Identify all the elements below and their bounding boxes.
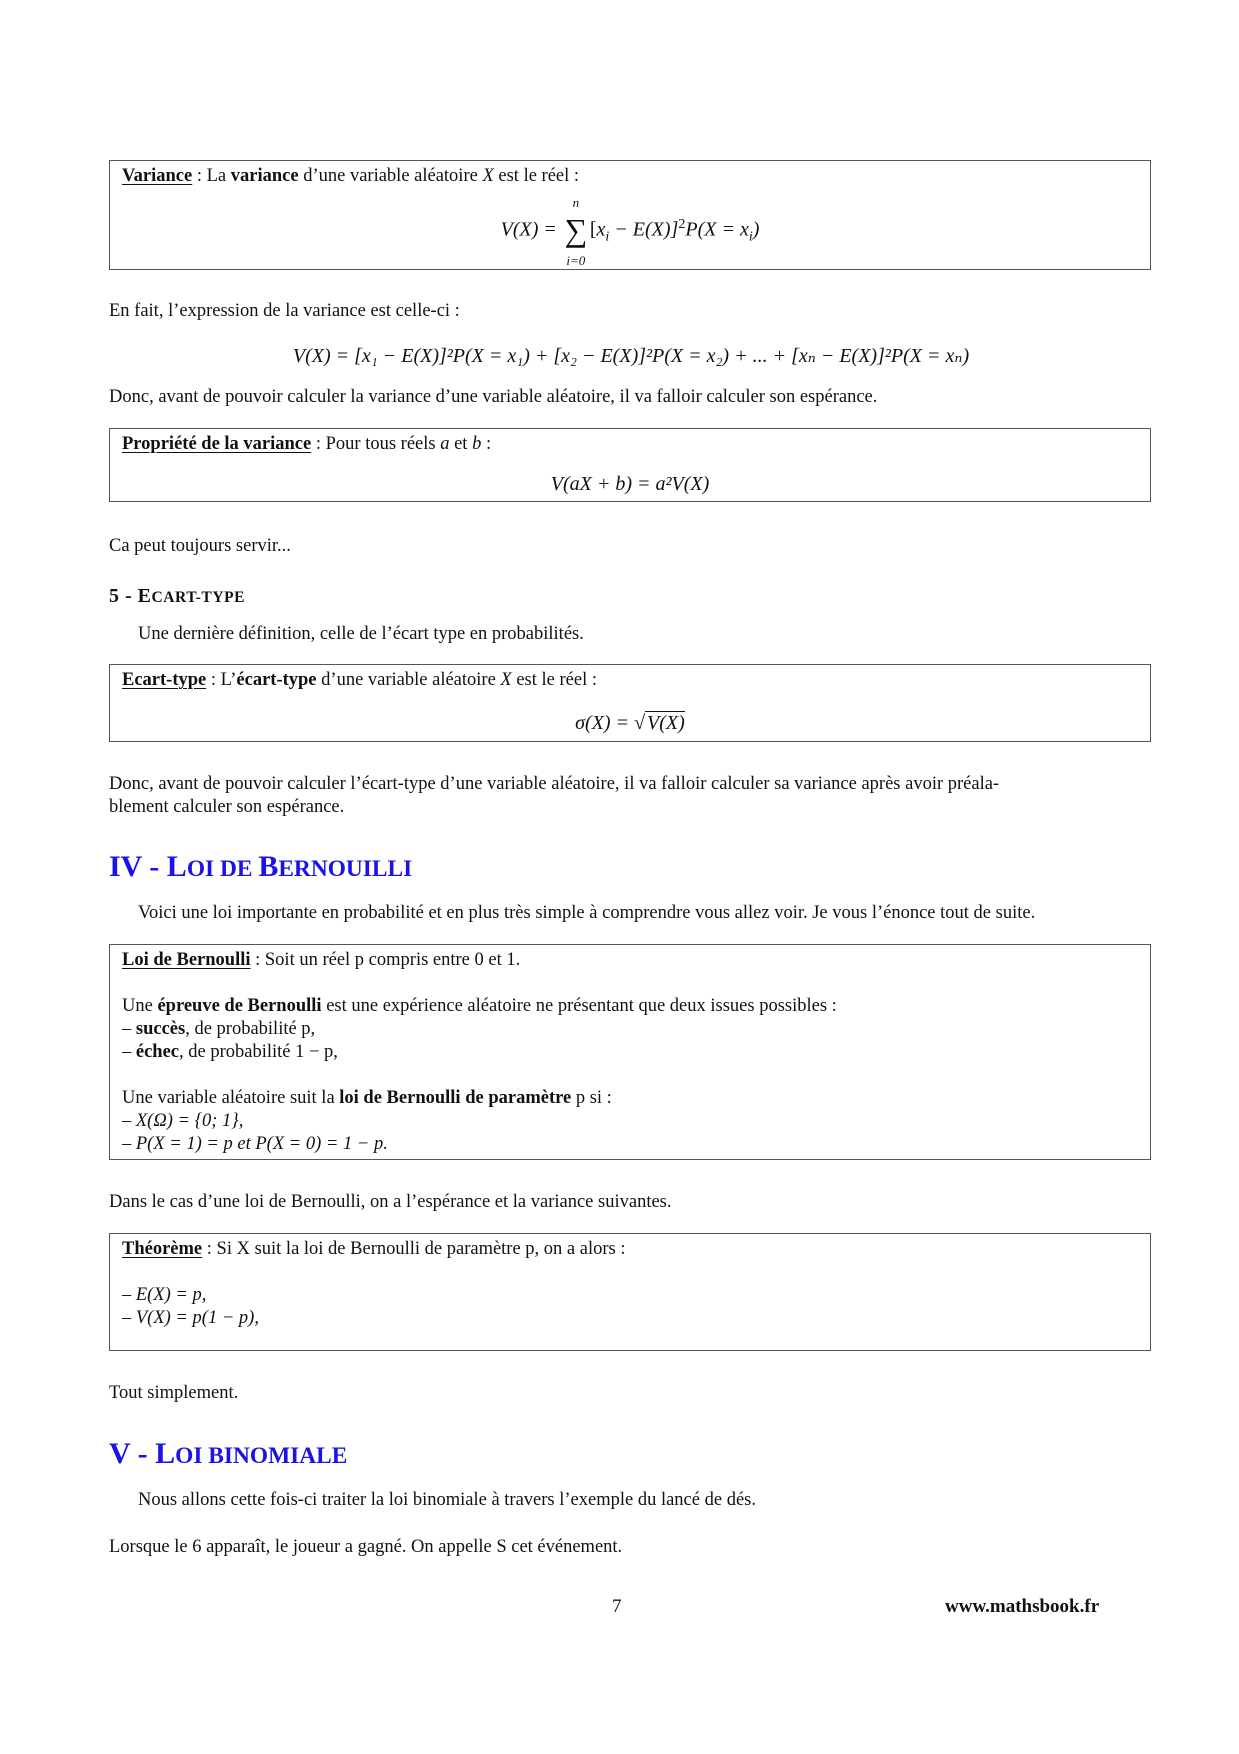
bernoulli-succes-item: – succès, de probabilité p, [122, 1019, 316, 1039]
variance-definition-box [109, 160, 1151, 270]
section-v-heading: V - LOI BINOMIALE [109, 1437, 348, 1470]
sum-symbol: n ∑ i=0 [564, 195, 588, 268]
ecart-type-box: Ecart-type : L’écart-type d’une variable aléatoire X est le réel : σ(X) = √ V(X) [109, 664, 1151, 742]
theorem-item-1: – E(X) = p, [122, 1285, 207, 1305]
property-formula: V(aX + b) = a²V(X) [550, 473, 710, 495]
ca-peut-text: Ca peut toujours servir... [109, 536, 291, 556]
bernoulli-definition-box: Loi de Bernoulli : Soit un réel p compris entre 0 et 1. Une épreuve de Bernoulli est une expérience aléatoire ne présentant que deux issues possibles : – succès, de probabilité p, – échec, de probabilité 1 − p, Une variable aléatoire suit la loi de Bernoulli de paramètre p si : – X(Ω) = {0; 1}, – P(X = 1) = p et P(X = 0) = 1 − p. [109, 944, 1151, 1160]
lorsque-text: Lorsque le 6 apparaît, le joueur a gagné. On appelle S cet événement. [109, 1537, 623, 1557]
expression-formula: V(X) = [x₁ − E(X)]²P(X = x₁) + [x₂ − E(X)]²P(X = x₂) + ... + [xₙ − E(X)]²P(X = xₙ) [292, 345, 970, 367]
variance-formula: V(X) = n ∑ i=0 $[x_i - E(X)]^2P(X = x_i)$ [500, 195, 760, 268]
section-v-intro: Nous allons cette fois-ci traiter la loi binomiale à travers l’exemple du lancé de dés. [138, 1490, 756, 1510]
variance-term: Variance [122, 166, 193, 186]
theorem-item-2: – V(X) = p(1 − p), [122, 1308, 259, 1328]
variance-property-box: Propriété de la variance : Pour tous réels a et b : V(aX + b) = a²V(X) [109, 428, 1151, 502]
section-5-heading: 5 - ECART-TYPE [109, 585, 246, 607]
bernoulli-echec-item: – échec, de probabilité 1 − p, [122, 1042, 338, 1062]
ecart-type-term: Ecart-type [122, 670, 207, 690]
bernoulli-term: Loi de Bernoulli [122, 950, 251, 970]
section-5-intro: Une dernière définition, celle de l’écart type en probabilités. [138, 624, 584, 644]
ecart-type-formula: σ(X) = √ V(X) [575, 712, 685, 734]
bernoulli-condition-2: – P(X = 1) = p et P(X = 0) = 1 − p. [122, 1134, 388, 1154]
variance-definition-line: Variance : La variance d’une variable aléatoire X est le réel : [122, 166, 580, 186]
property-term: Propriété de la variance [122, 434, 312, 454]
theorem-box: Théorème : Si X suit la loi de Bernoulli de paramètre p, on a alors : – E(X) = p, – V(X) = p(1 − p), [109, 1233, 1151, 1351]
ecart-note-line-2: blement calculer son espérance. [109, 797, 345, 817]
theorem-term: Théorème [122, 1239, 203, 1259]
section-iv-intro: Voici une loi importante en probabilité et en plus très simple à comprendre vous allez voir. Je vous l’énonce tout de suite. [138, 903, 1036, 923]
bernoulli-note: Dans le cas d’une loi de Bernoulli, on a l’espérance et la variance suivantes. [109, 1192, 672, 1212]
expression-intro: En fait, l’expression de la variance est celle-ci : [109, 301, 460, 321]
ecart-note-line-1: Donc, avant de pouvoir calculer l’écart-type d’une variable aléatoire, il va falloir calculer sa variance après avoir préala- [109, 774, 1000, 794]
bernoulli-condition-1: – X(Ω) = {0; 1}, [122, 1111, 244, 1131]
variance-note: Donc, avant de pouvoir calculer la variance d’une variable aléatoire, il va falloir calculer son espérance. [109, 387, 878, 407]
footer-website: www.mathsbook.fr [945, 1596, 1100, 1617]
tout-simplement-text: Tout simplement. [109, 1383, 239, 1403]
section-iv-heading: IV - LOI DE BERNOUILLI [109, 850, 413, 883]
page-number: 7 [612, 1596, 622, 1617]
